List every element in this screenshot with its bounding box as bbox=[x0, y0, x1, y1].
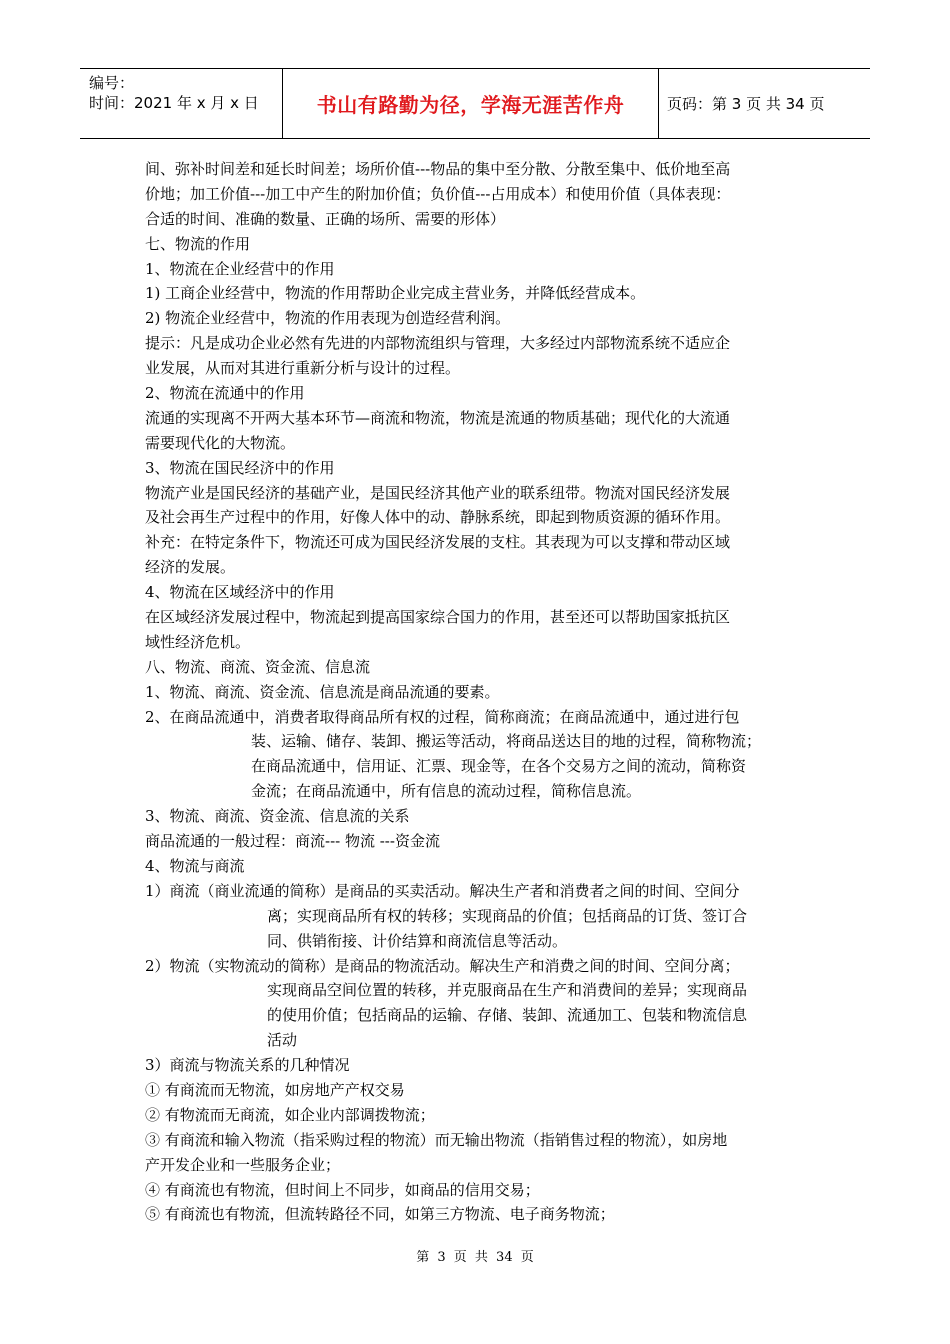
text-line: 2）物流（实物流动的简称）是商品的物流活动。解决生产和消费之间的时间、空间分离； bbox=[145, 956, 740, 975]
text-line: 提示：凡是成功企业必然有先进的内部物流组织与管理，大多经过内部物流系统不适应企 bbox=[145, 334, 731, 353]
document-body bbox=[145, 157, 810, 1227]
subsection-heading: 3、物流在国民经济中的作用 bbox=[145, 458, 335, 477]
text-line: 间、弥补时间差和延长时间差；场所价值---物品的集中至分散、分散至集中、低价地至高 bbox=[145, 160, 731, 178]
header-meta bbox=[80, 69, 283, 138]
section-heading: 八、物流、商流、资金流、信息流 bbox=[145, 657, 371, 676]
text-line: 流通的实现离不开两大基本环节—商流和物流，物流是流通的物质基础；现代化的大流通 bbox=[145, 408, 731, 427]
text-line: 业发展，从而对其进行重新分析与设计的过程。 bbox=[145, 359, 461, 378]
list-item: ② 有物流而无商流，如企业内部调拨物流； bbox=[145, 1105, 435, 1124]
subsection-heading: 4、物流与商流 bbox=[145, 856, 245, 875]
list-item: ⑤ 有商流也有物流，但流转路径不同，如第三方物流、电子商务物流； bbox=[145, 1205, 615, 1224]
text-line: 活动 bbox=[267, 1031, 298, 1050]
section-heading: 七、物流的作用 bbox=[145, 234, 251, 253]
text-line: 商品流通的一般过程：商流--- 物流 ---资金流 bbox=[145, 832, 440, 851]
text-line: 实现商品空间位置的转移，并克服商品在生产和消费间的差异；实现商品 bbox=[267, 981, 748, 1000]
text-line: 3）商流与物流关系的几种情况 bbox=[145, 1056, 350, 1075]
text-line: 合适的时间、准确的数量、正确的场所、需要的形体） bbox=[145, 209, 506, 228]
text-line: 2、在商品流通中，消费者取得商品所有权的过程，简称商流；在商品流通中，通过进行包 bbox=[145, 707, 740, 726]
text-line: 1) 工商企业经营中，物流的作用帮助企业完成主营业务，并降低经营成本。 bbox=[145, 284, 646, 303]
page-header bbox=[80, 68, 870, 139]
text-line: 补充：在特定条件下，物流还可成为国民经济发展的支柱。其表现为可以支撑和带动区域 bbox=[145, 533, 731, 552]
number-label: 编号： bbox=[89, 74, 135, 92]
header-motto-cell bbox=[283, 69, 659, 138]
header-page-cell bbox=[659, 69, 878, 138]
text-line: 需要现代化的大物流。 bbox=[145, 433, 296, 452]
text-line: 在商品流通中，信用证、汇票、现金等，在各个交易方之间的流动，简称资 bbox=[251, 757, 747, 776]
list-item: ④ 有商流也有物流，但时间上不同步，如商品的信用交易； bbox=[145, 1180, 540, 1199]
text-line: 金流；在商品流通中，所有信息的流动过程，简称信息流。 bbox=[251, 782, 642, 801]
text-line: 1）商流（商业流通的简称）是商品的买卖活动。解决生产者和消费者之间的时间、空间分 bbox=[145, 881, 740, 900]
text-line: 产开发企业和一些服务企业； bbox=[145, 1155, 341, 1174]
text-line: 1、物流、商流、资金流、信息流是商品流通的要素。 bbox=[145, 682, 500, 701]
text-line: 同、供销衔接、计价结算和商流信息等活动。 bbox=[267, 931, 568, 950]
page-label: 页码：第 3 页 共 34 页 bbox=[667, 95, 825, 113]
text-line: 及社会再生产过程中的作用，好像人体中的动、静脉系统，即起到物质资源的循环作用。 bbox=[145, 508, 731, 527]
subsection-heading: 2、物流在流通中的作用 bbox=[145, 384, 305, 403]
text-line: 物流产业是国民经济的基础产业，是国民经济其他产业的联系纽带。物流对国民经济发展 bbox=[145, 483, 731, 502]
text-line: 的使用价值；包括商品的运输、存储、装卸、流通加工、包装和物流信息 bbox=[267, 1006, 748, 1025]
motto: 书山有路勤为径，学海无涯苦作舟 bbox=[316, 93, 625, 117]
text-line: 装、运输、储存、装卸、搬运等活动，将商品送达目的地的过程，简称物流； bbox=[251, 732, 762, 751]
text-line: 离；实现商品所有权的转移；实现商品的价值；包括商品的订货、签订合 bbox=[267, 906, 748, 925]
list-item: ① 有商流而无物流，如房地产产权交易 bbox=[145, 1080, 405, 1099]
text-line: 在区域经济发展过程中，物流起到提高国家综合国力的作用，甚至还可以帮助国家抵抗区 bbox=[145, 608, 731, 627]
date-label: 时间：2021 年 x 月 x 日 bbox=[89, 94, 259, 112]
subsection-heading: 3、物流、商流、资金流、信息流的关系 bbox=[145, 807, 410, 826]
page-footer: 第 3 页 共 34 页 bbox=[416, 1250, 534, 1265]
subsection-heading: 4、物流在区域经济中的作用 bbox=[145, 583, 335, 602]
text-line: 价地；加工价值---加工中产生的附加价值；负价值---占用成本）和使用价值（具体表现： bbox=[145, 184, 731, 203]
text-line: 2) 物流企业经营中，物流的作用表现为创造经营利润。 bbox=[145, 309, 511, 328]
subsection-heading: 1、物流在企业经营中的作用 bbox=[145, 259, 335, 278]
text-line: 域性经济危机。 bbox=[145, 632, 251, 651]
list-item: ③ 有商流和输入物流（指采购过程的物流）而无输出物流（指销售过程的物流），如房地 bbox=[145, 1130, 728, 1149]
text-line: 经济的发展。 bbox=[145, 558, 236, 577]
